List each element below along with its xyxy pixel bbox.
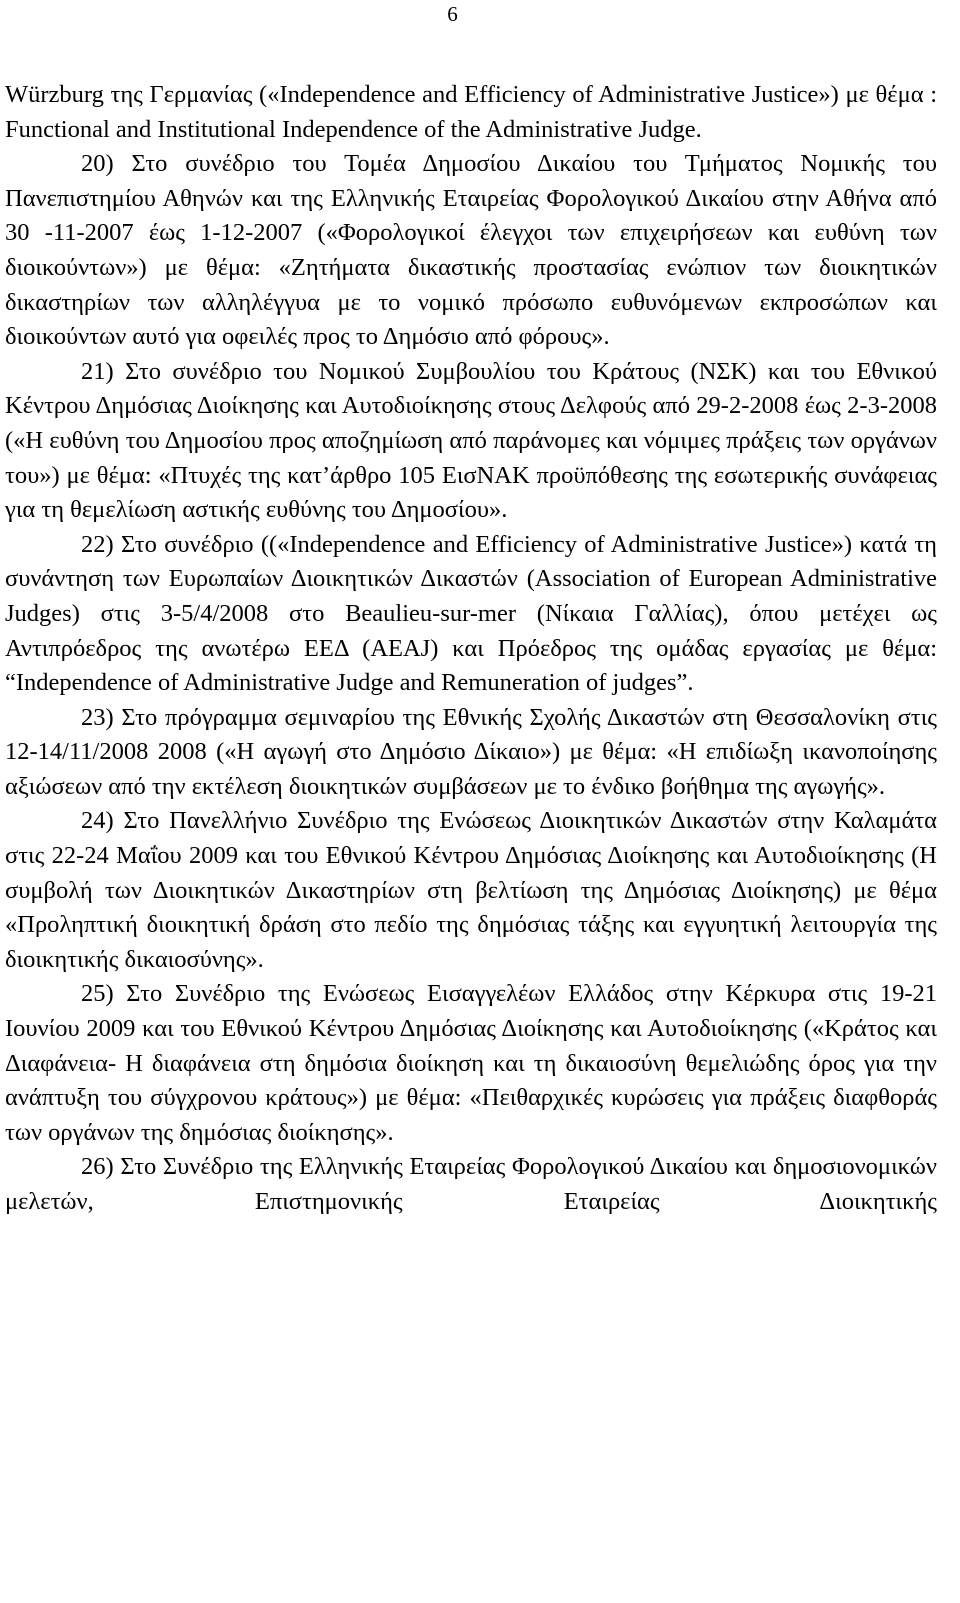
paragraph-item-24: 24) Στο Πανελλήνιο Συνέδριο της Ενώσεως Διοικητικών Δικαστών στην Καλαμάτα στις 22-24 Μαΐου 2009 και του Εθνικού Κέντρου Δημόσιας Διοίκησης και Αυτοδιοίκησης (Η συμβολή των Διοικητικών Δικαστηρίων στη βελτίωση της Δημόσιας Διοίκησης) με θέμα «Προληπτική διοικητική δράση στο πεδίο της δημόσιας τάξης και εγγυητική λειτουργία της διοικητικής δικαιοσύνης». — [5, 807, 937, 973]
paragraph-item-20: 20) Στο συνέδριο του Τομέα Δημοσίου Δικαίου του Τμήματος Νομικής του Πανεπιστημίου Αθηνών και της Ελληνικής Εταιρείας Φορολογικού Δικαίου στην Αθήνα από 30 -11-2007 έως 1-12-2007 («Φορολογικοί έλεγχοι των επιχειρήσεων και ευθύνη των διοικούντων») με θέμα: «Ζητήματα δικαστικής προστασίας ενώπιον των διοικητικών δικαστηρίων των αλληλέγγυα με το νομικό πρόσωπο ευθυνόμενων εκπροσώπων και διοικούντων αυτό για οφειλές προς το Δημόσιο από φόρους». — [5, 150, 937, 351]
paragraph-item-22: 22) Στο συνέδριο ((«Independence and Efficiency of Administrative Justice») κατά τη συνάντηση των Ευρωπαίων Διοικητικών Δικαστών (Association of European Administrative Judges) στις 3-5/4/2008 στο Beaulieu-sur-mer (Νίκαια Γαλλίας), όπου μετέχει ως Αντιπρόεδρος της ανωτέρω ΕΕΔ (AEAJ) και Πρόεδρος της ομάδας εργασίας με θέμα: “Independence of Administrative Judge and Remuneration of judges”. — [5, 530, 937, 697]
paragraph-continuation: Würzburg της Γερμανίας («Independence and Efficiency of Administrative Justice») με θέμα : Functional and Institutional Independence of the Administrative Judge. — [5, 81, 937, 143]
paragraph-item-25: 25) Στο Συνέδριο της Ενώσεως Εισαγγελέων Ελλάδος στην Κέρκυρα στις 19-21 Ιουνίου 2009 και του Εθνικού Κέντρου Δημόσιας Διοίκησης και Αυτοδιοίκησης («Κράτος και Διαφάνεια- Η διαφάνεια στη δημόσια διοίκηση και τη δικαιοσύνη θεμελιώδης όρος για την ανάπτυξη του σύγχρονου κράτους») με θέμα: «Πειθαρχικές κυρώσεις για πράξεις διαφθοράς των οργάνων της δημόσιας διοίκησης». — [5, 980, 937, 1146]
page-number: 6 — [447, 2, 458, 26]
paragraph-item-26: 26) Στο Συνέδριο της Ελληνικής Εταιρείας Φορολογικού Δικαίου και δημοσιονομικών μελετών, Επιστημονικής Εταιρείας Διοικητικής — [5, 1153, 937, 1215]
paragraph-item-21: 21) Στο συνέδριο του Νομικού Συμβουλίου του Κράτους (ΝΣΚ) και του Εθνικού Κέντρου Δημόσιας Διοίκησης και Αυτοδιοίκησης στους Δελφούς από 29-2-2008 έως 2-3-2008 («Η ευθύνη του Δημοσίου προς αποζημίωση από παράνομες και νόμιμες πράξεις των οργάνων του») με θέμα: «Πτυχές της κατ’άρθρο 105 ΕισΝΑΚ προϋπόθεσης της εσωτερικής συνάφειας για τη θεμελίωση αστικής ευθύνης του Δημοσίου». — [5, 357, 937, 524]
document-body — [5, 78, 937, 1220]
paragraph-item-23: 23) Στο πρόγραμμα σεμιναρίου της Εθνικής Σχολής Δικαστών στη Θεσσαλονίκη στις 12-14/11/2008 2008 («Η αγωγή στο Δημόσιο Δίκαιο») με θέμα: «Η επιδίωξη ικανοποίησης αξιώσεων από την εκτέλεση διοικητικών συμβάσεων με το ένδικο βοήθημα της αγωγής». — [5, 703, 937, 800]
